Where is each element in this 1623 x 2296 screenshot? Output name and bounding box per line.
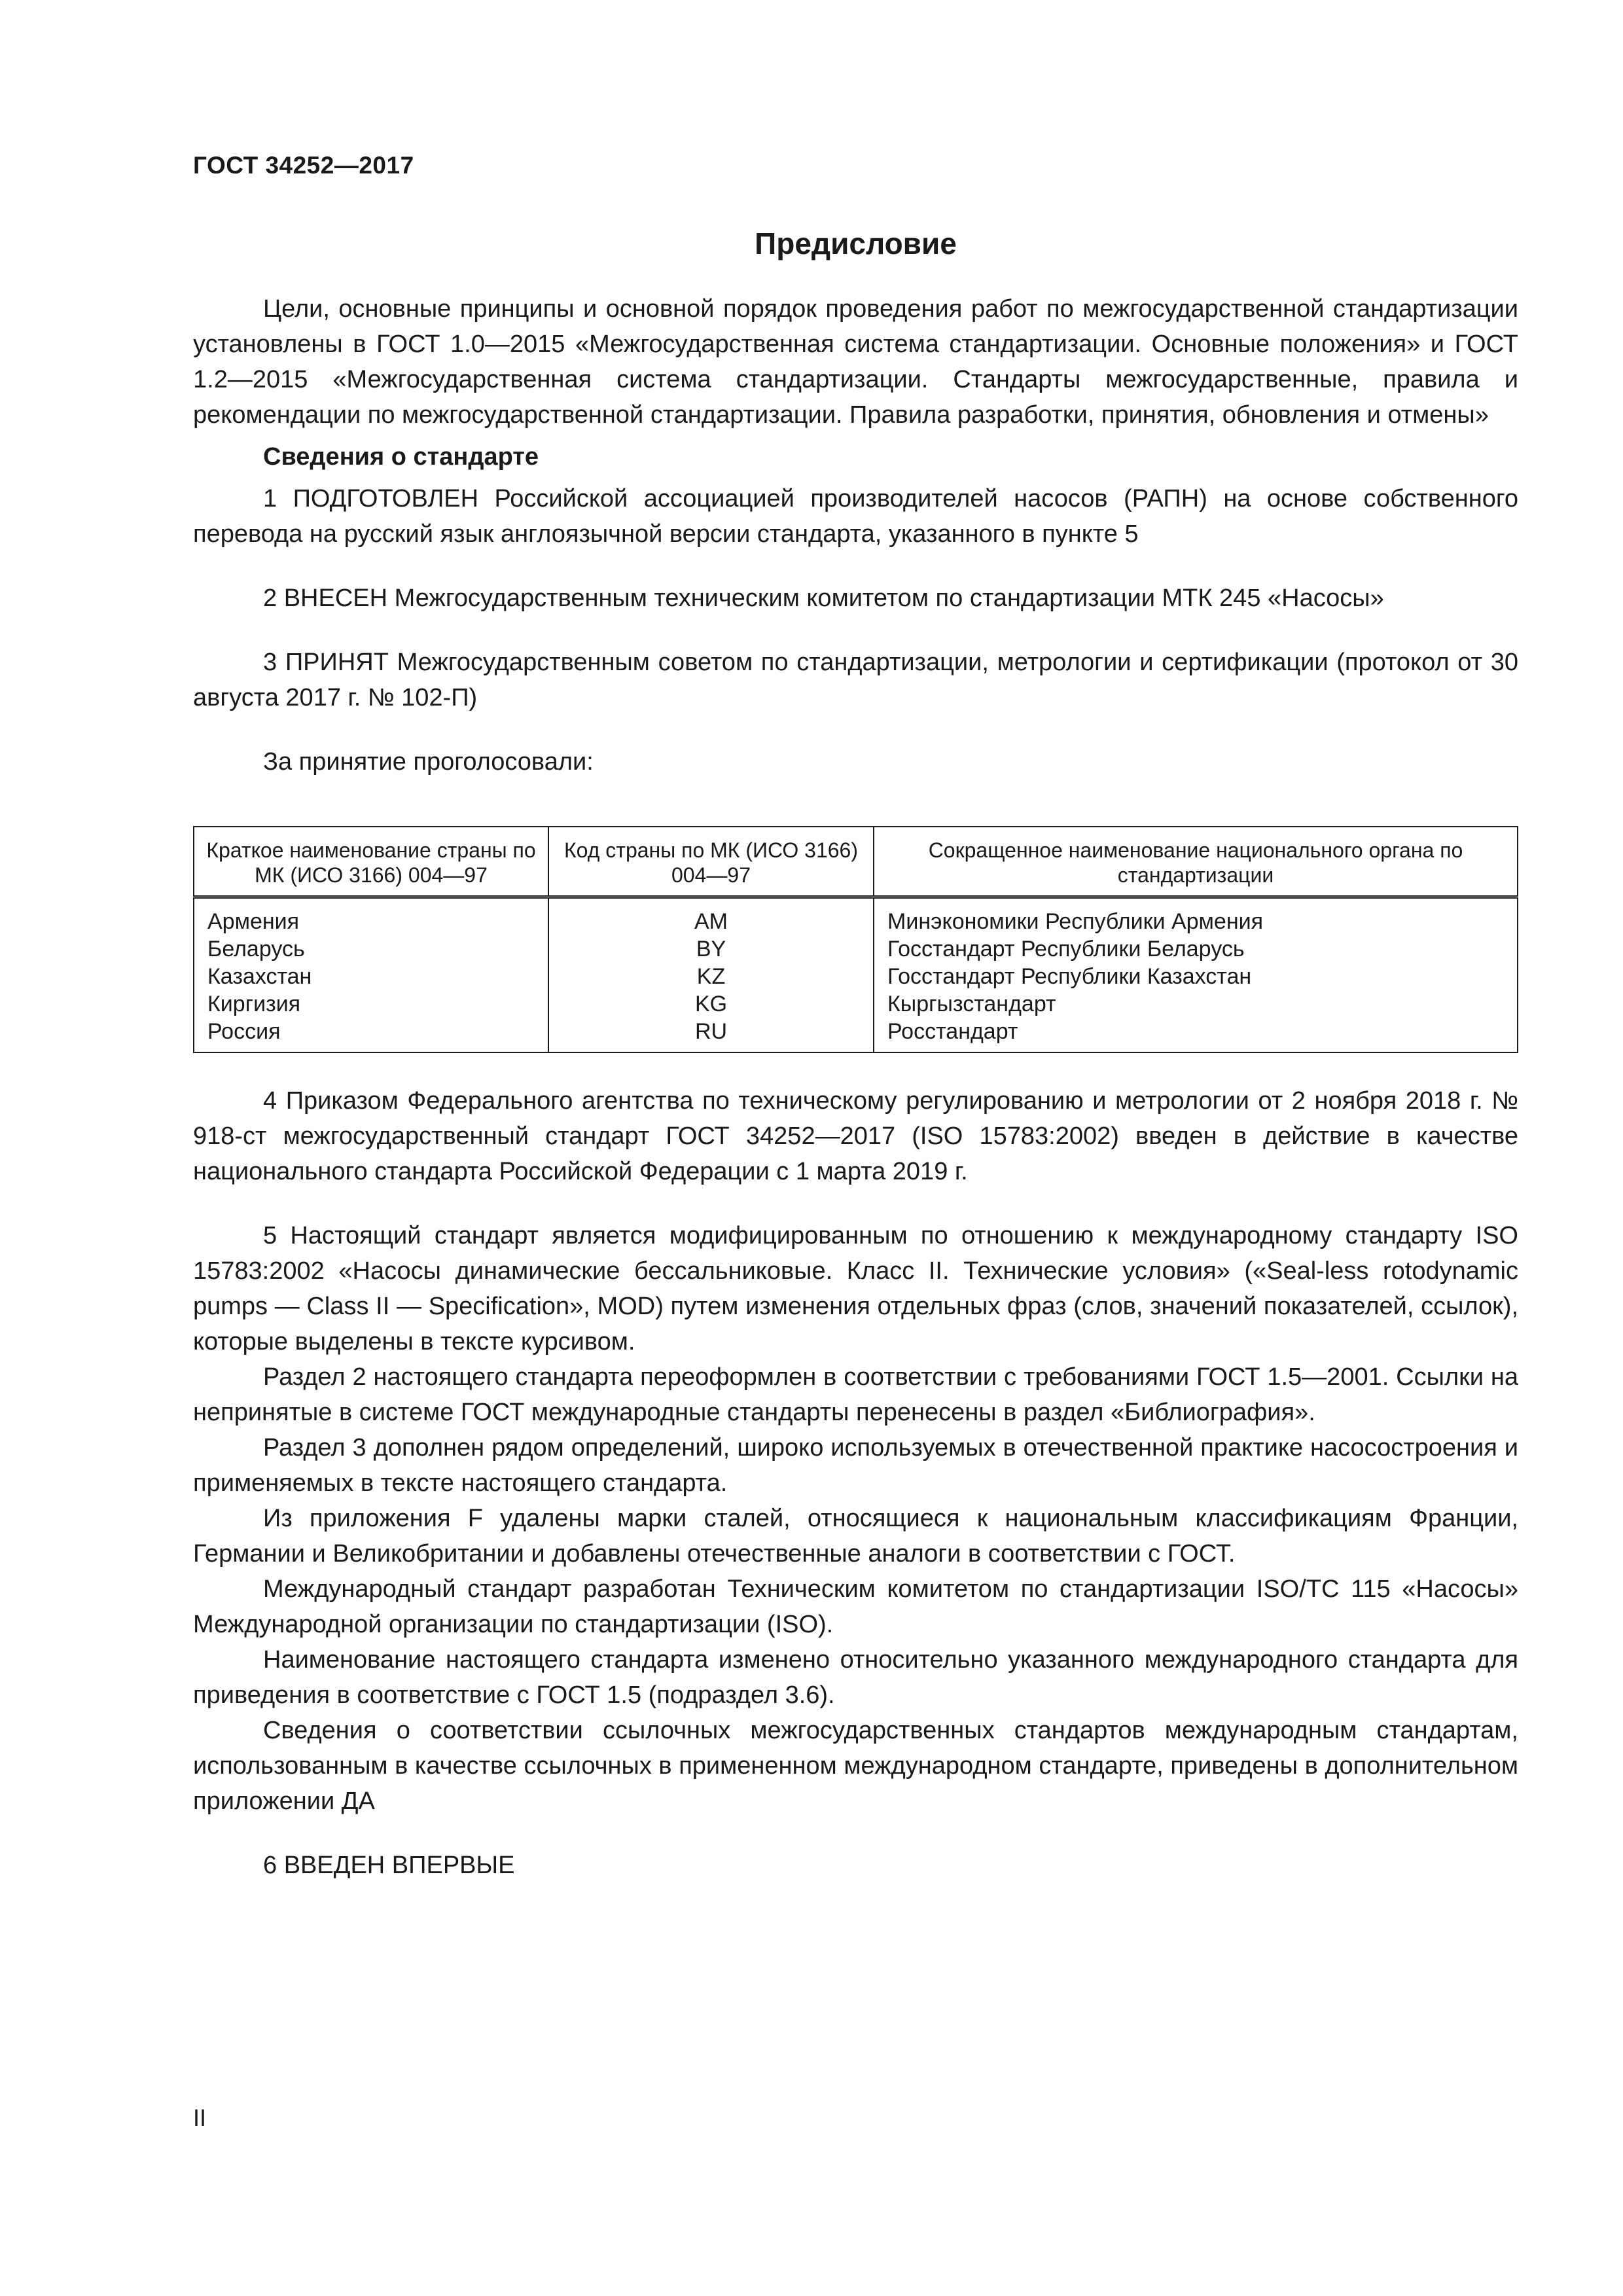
country-cell: Россия (207, 1019, 281, 1044)
body-cell: Кыргызстандарт (887, 992, 1056, 1016)
upper-text-block (193, 291, 1518, 780)
item-5-section2-paragraph: Раздел 2 настоящего стандарта переоформлен в соответствии с требованиями ГОСТ 1.5—2001. Ссылки на непринятые в системе ГОСТ международные стандарты перенесены в раздел «Библиография». (193, 1363, 1518, 1426)
page-title: Предисловие (755, 226, 957, 260)
voted-label: За принятие проголосовали: (263, 748, 594, 776)
document-code-header: ГОСТ 34252—2017 (193, 152, 414, 179)
item-5-references-paragraph: Сведения о соответствии ссылочных межгосударственных стандартов международным стандартам, использованным в качестве ссылочных в примененном международном стандарте, приведены в дополнительном приложении ДА (193, 1717, 1518, 1815)
page-number: II (193, 2104, 207, 2131)
item-5-annexf-paragraph: Из приложения F удалены марки сталей, относящиеся к национальным классификациям Франции, Германии и Великобритании и добавлены отечественные аналоги в соответствии с ГОСТ. (193, 1505, 1518, 1568)
country-cell: Киргизия (207, 992, 301, 1016)
table-header-body: Сокращенное наименование национального органа по стандартизации (874, 827, 1518, 897)
item-5-paragraph: 5 Настоящий стандарт является модифицированным по отношению к международному стандарту ISO 15783:2002 «Насосы динамические бессальниковые. Класс II. Технические условия» («Seal-less rotodynamic pumps — Class II — Specification», MOD) путем изменения отдельных фраз (слов, значений показателей, ссылок), которые выделены в тексте курсивом. (193, 1222, 1518, 1355)
table-header-country: Краткое наименование страны по МК (ИСО 3166) 004—97 (194, 827, 548, 897)
body-cell: Госстандарт Республики Казахстан (887, 964, 1252, 989)
member-countries-table (193, 826, 1518, 1053)
item-1-paragraph: 1 ПОДГОТОВЛЕН Российской ассоциацией производителей насосов (РАПН) на основе собственного перевода на русский язык англоязычной версии стандарта, указанного в пункте 5 (193, 485, 1518, 548)
code-cell: BY (696, 937, 726, 961)
country-cell: Казахстан (207, 964, 312, 989)
code-cell: AM (694, 909, 728, 934)
code-cell: RU (694, 1019, 728, 1044)
item-3-paragraph: 3 ПРИНЯТ Межгосударственным советом по стандартизации, метрологии и сертификации (протокол от 30 августа 2017 г. № 102-П) (193, 649, 1518, 711)
document-page (193, 0, 1518, 2296)
table-header-row (194, 827, 1518, 897)
item-4-paragraph: 4 Приказом Федерального агентства по техническому регулированию и метрологии от 2 ноября 2018 г. № 918-ст межгосударственный стандарт ГОСТ 34252—2017 (ISO 15783:2002) введен в действие в качестве национального стандарта Российской Федерации с 1 марта 2019 г. (193, 1087, 1518, 1185)
country-cell: Армения (207, 909, 300, 934)
lower-text-block (193, 1083, 1518, 1883)
item-6-paragraph: 6 ВВЕДЕН ВПЕРВЫЕ (263, 1852, 515, 1879)
body-cell: Минэкономики Республики Армения (887, 909, 1263, 934)
item-5-title-change-paragraph: Наименование настоящего стандарта изменено относительно указанного международного стандарта для приведения в соответствие с ГОСТ 1.5 (подраздел 3.6). (193, 1646, 1518, 1709)
code-cell: KZ (696, 964, 726, 989)
table-header-code: Код страны по МК (ИСО 3166) 004—97 (548, 827, 874, 897)
code-column (548, 897, 874, 1053)
body-cell: Росстандарт (887, 1019, 1018, 1044)
item-5-developer-paragraph: Международный стандарт разработан Техническим комитетом по стандартизации ISO/TC 115 «Насосы» Международной организации по стандартизации (ISO). (193, 1575, 1518, 1638)
item-2-paragraph: 2 ВНЕСЕН Межгосударственным техническим комитетом по стандартизации МТК 245 «Насосы» (263, 584, 1384, 612)
section-heading: Сведения о стандарте (263, 443, 539, 471)
table-row (194, 897, 1518, 1053)
body-column (874, 897, 1518, 1053)
country-cell: Беларусь (207, 937, 305, 961)
body-cell: Госстандарт Республики Беларусь (887, 937, 1245, 961)
country-column (194, 897, 548, 1053)
code-cell: KG (694, 992, 728, 1016)
item-5-section3-paragraph: Раздел 3 дополнен рядом определений, широко используемых в отечественной практике насосостроения и применяемых в тексте настоящего стандарта. (193, 1434, 1518, 1497)
intro-paragraph: Цели, основные принципы и основной порядок проведения работ по межгосударственной стандартизации установлены в ГОСТ 1.0—2015 «Межгосударственная система стандартизации. Основные положения» и ГОСТ 1.2—2015 «Межгосударственная система стандартизации. Стандарты межгосударственные, правила и рекомендации по межгосударственной стандартизации. Правила разработки, принятия, обновления и отмены» (193, 295, 1518, 429)
